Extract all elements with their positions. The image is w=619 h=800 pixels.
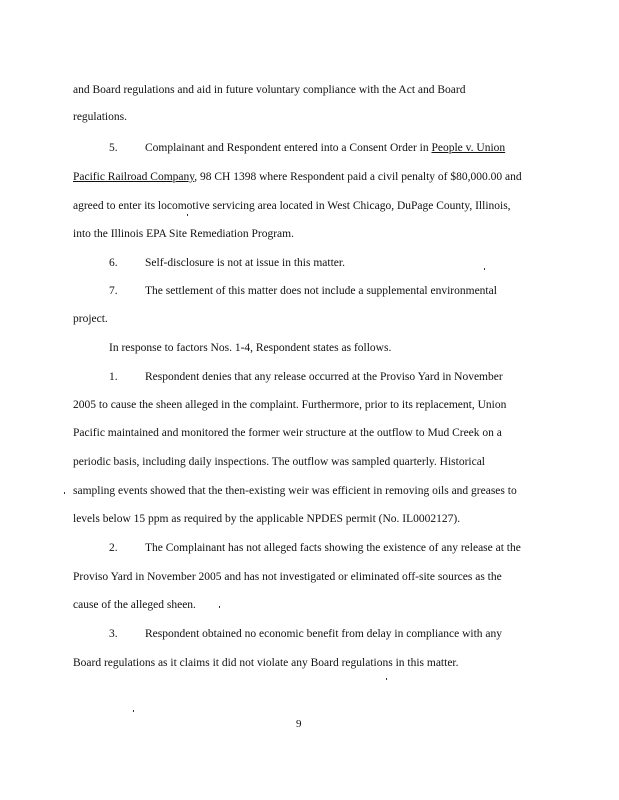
scan-speck [484, 268, 485, 270]
resp1-line-3: Pacific maintained and monitored the former weir structure at the outflow to Mud Creek on a [73, 427, 502, 439]
para7-line-2: project. [73, 313, 108, 325]
scan-speck [219, 606, 220, 608]
para5-case-name-2: Pacific Railroad Company [73, 171, 195, 183]
para7-number: 7. [109, 285, 118, 297]
para5-case-name-1: People v. Union [431, 142, 506, 154]
resp1-line-5: sampling events showed that the then-existing weir was efficient in removing oils and greases to [73, 485, 517, 497]
resp3-line-2: Board regulations as it claims it did not violate any Board regulations in this matter. [73, 657, 459, 669]
resp2-line-2: Proviso Yard in November 2005 and has not investigated or eliminated off-site sources as the [73, 571, 502, 583]
resp3-line-1: Respondent obtained no economic benefit from delay in compliance with any [145, 628, 503, 640]
para6-text: Self-disclosure is not at issue in this matter. [145, 257, 345, 269]
response-intro: In response to factors Nos. 1-4, Respondent states as follows. [109, 342, 392, 354]
resp1-line-2: 2005 to cause the sheen alleged in the complaint. Furthermore, prior to its replacement, Union [73, 399, 507, 411]
scan-speck [133, 710, 134, 712]
scan-speck [187, 214, 188, 216]
resp2-line-1: The Complainant has not alleged facts showing the existence of any release at the [145, 542, 521, 554]
para5-line-2 [73, 170, 522, 184]
page-number: 9 [296, 718, 302, 730]
resp1-line-1: Respondent denies that any release occurred at the Proviso Yard in November [145, 371, 503, 383]
para5-number: 5. [109, 142, 118, 154]
resp2-number: 2. [109, 542, 118, 554]
resp3-number: 3. [109, 628, 118, 640]
scan-speck [386, 678, 387, 680]
para6-number: 6. [109, 257, 118, 269]
para7-line-1: The settlement of this matter does not include a supplemental environmental [145, 285, 497, 297]
intro-line-2: regulations. [73, 111, 127, 123]
resp1-line-4: periodic basis, including daily inspections. The outflow was sampled quarterly. Historical [73, 456, 485, 468]
intro-line-1: and Board regulations and aid in future voluntary compliance with the Act and Board [73, 84, 466, 96]
resp1-line-6: levels below 15 ppm as required by the applicable NPDES permit (No. IL0002127). [73, 513, 461, 525]
para5-line-2-rest: , 98 CH 1398 where Respondent paid a civil penalty of $80,000.00 and [194, 171, 522, 183]
para5-line-1-text: Complainant and Respondent entered into a Consent Order in [145, 142, 429, 154]
para5-line-1 [145, 141, 505, 155]
scan-speck [64, 492, 65, 494]
para5-line-3: agreed to enter its locomotive servicing area located in West Chicago, DuPage County, Illinois, [73, 200, 511, 212]
resp2-line-3: cause of the alleged sheen. [73, 599, 196, 611]
para5-line-4: into the Illinois EPA Site Remediation Program. [73, 228, 294, 240]
resp1-number: 1. [109, 371, 118, 383]
